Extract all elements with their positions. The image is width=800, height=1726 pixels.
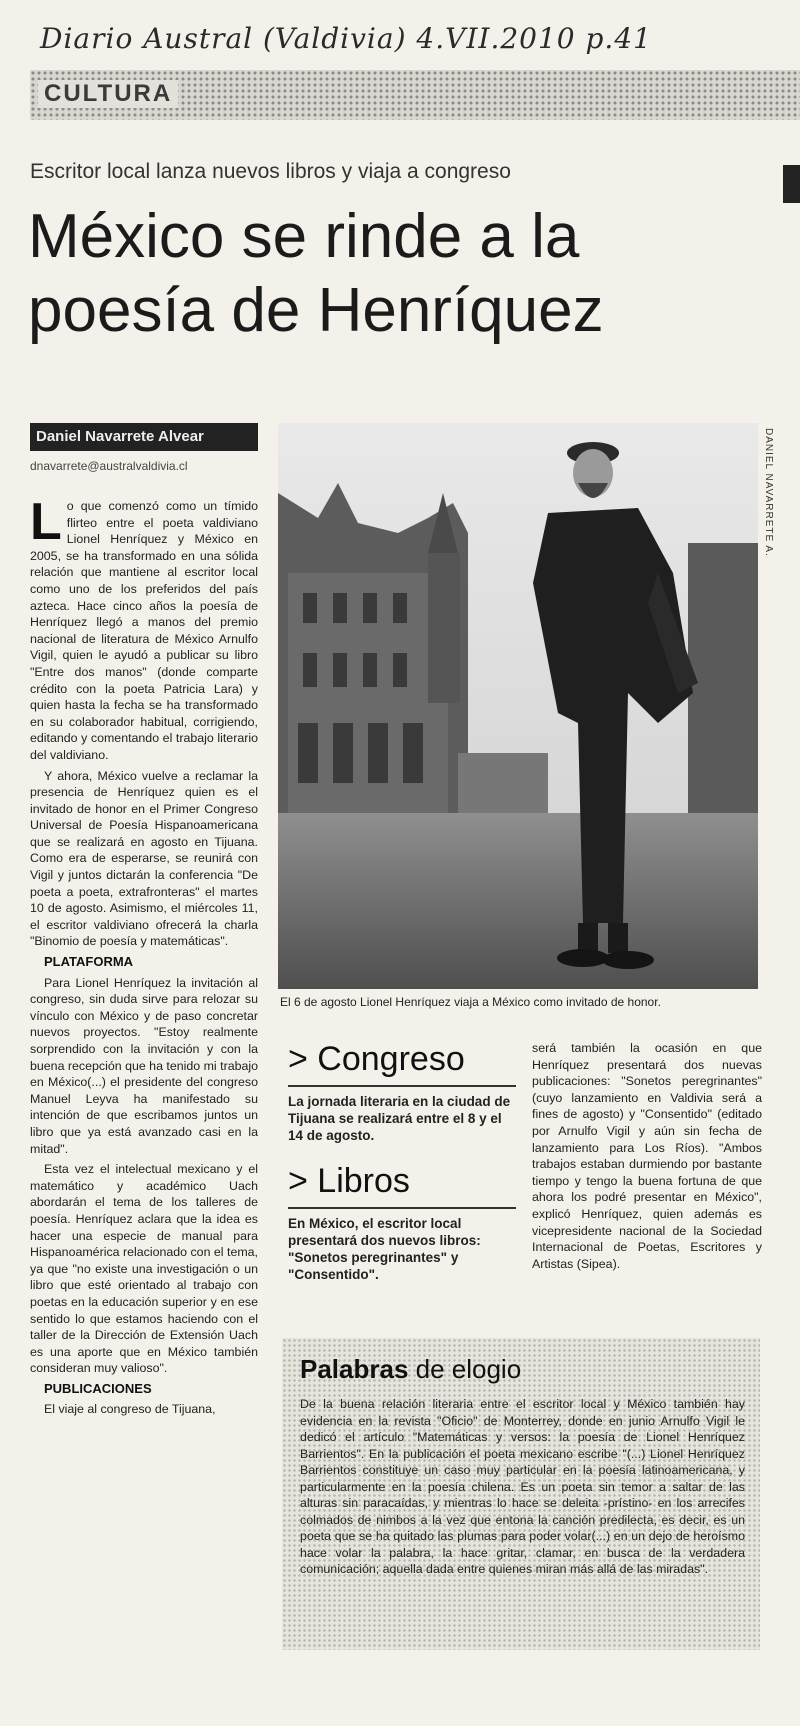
paragraph: Y ahora, México vuelve a reclamar la presencia de Henríquez quien es el invitado de honor en el Primer Congreso Universal de Poesía Hispanoamericana que se realizará en agosto en Tijuana. Como era de esperarse, se reunirá con Vigil y juntos dictarán la conferencia "De poeta a poeta, extrafronteras" el martes 10 de agosto. Asimismo, el miércoles 11, el escritor valdiviano ofrecerá la charla "Binomio de poesía y matemáticas". — [30, 768, 258, 949]
edge-marker — [783, 165, 800, 203]
handwritten-source-note: Diario Austral (Valdivia) 4.VII.2010 p.41 — [40, 22, 652, 55]
paragraph: Esta vez el intelectual mexicano y el matemático y académico Uach abordarán el tema de los talleres de poesía. Henríquez aclara que la idea es hacer una especie de manual para Hispanoamérica relacionado con el tema, ya que "no existe una investigación o un libro que esté orientado al trabajo con poetas en la educación superior y en ese sentido lo que estamos haciendo con el taller de la Dirección de Extensión Uach es una aporte que en México también consideran muy valioso". — [30, 1162, 258, 1376]
section-label: CULTURA — [38, 80, 178, 108]
article-column-1 — [30, 493, 259, 1422]
article-photo — [278, 423, 758, 989]
subhead-publicaciones: PUBLICACIONES — [44, 1380, 152, 1396]
author-email: dnavarrete@australvaldivia.cl — [30, 459, 188, 473]
article-column-3 — [532, 1040, 762, 1276]
subhead-plataforma: PLATAFORMA — [44, 954, 134, 970]
paragraph: Para Lionel Henríquez la invitación al congreso, sin duda sirve para relozar su vínculo con México y de paso concretar nuevos proyectos. "Estoy realmente sorprendido con la invitación y con la buena recepción que ha tenido mi trabajo en México(...) el presidente del congreso Manuel Leyva ha manifestado su intención de que escribamos juntos un libro que ya está avanzado casi en la mitad". — [30, 975, 259, 1156]
sidebox-congreso — [288, 1040, 516, 1144]
sidebox-title: > Libros — [288, 1162, 410, 1200]
photo-credit: DANIEL NAVARRETE A. — [763, 428, 774, 557]
headline: México se rinde a la poesía de Henríquez — [28, 202, 604, 345]
divider — [288, 1207, 516, 1209]
paragraph: será también la ocasión en que Henríquez presentará dos nuevas publicaciones: "Sonetos peregrinantes" (cuyo lanzamiento en Valdivia será a fines de agosto) y "Consentido" (editado por Arnulfo Vigil y aún sin fecha de lanzamiento para Los Ríos). "Ambos trabajos estaban durmiendo por bastante tiempo y tengo la buena fortuna de que ahora los podré presentar en México", explicó Henríquez, quien además es vicepresidente nacional de la Sociedad Internacional de Poetas, Escritores y Artistas (Sipea). — [532, 1041, 762, 1271]
sidebox-text: En México, el escritor local presentará dos nuevos libros: "Sonetos peregrinantes" y "Consentido". — [288, 1216, 481, 1282]
sidebox-libros — [288, 1162, 516, 1283]
drop-cap: L — [30, 493, 62, 551]
byline: Daniel Navarrete Alvear — [30, 423, 258, 451]
photo-illustration — [278, 423, 758, 989]
paragraph: Lo que comenzó como un tímido flirteo entre el poeta valdiviano Lionel Henríquez y México en 2005, se ha transformado en una sólida relación que mantiene al escritor local como uno de los preferidos del país azteca. Hace cinco años la poesía de Henríquez llegó a manos del premio nacional de literatura de México Arnulfo Vigil, quien le ayudó a publicar su libro "Entre dos manos" (donde comparte crédito con la poeta Patricia Lara) y quien hasta la fecha se ha transformado en su colaborador habitual, corrigiendo, editando y comentando el trabajo literario del valdiviano. — [30, 493, 258, 762]
paragraph: El viaje al congreso de Tijuana, — [44, 1402, 216, 1417]
sidebox-title: > Congreso — [288, 1040, 465, 1078]
quote-box-text: De la buena relación literaria entre el escritor local y México también hay evidencia en la revista "Oficio" de Monterrey, donde en junio Arnulfo Vigil le dedicó el artículo "Matemáticas y versos: la poesía de Lionel Henríquez Barrientos". En la publicación el poeta mexicano escribe "(...) Lionel Henríquez Barrientos constituye un caso muy particular en la poesía latinoamericana, y particularmente en la poesía chilena. Es un poeta sin temor a saltar de las alturas sin paracaídas, y mientras lo hace se deleita -prístino- en los arrecifes colmados de nimbos a la vez que entona la canción predilecta, es decir, es un poeta que se ha quitado las plumas para poder volar(...) en un dejo de heroísmo hace volar la palabra, la hace gritar, clamar, en busca de la verdadera comunicación; aquella dada entre quienes miran más allá de las miradas". — [300, 1397, 745, 1576]
kicker: Escritor local lanza nuevos libros y viaja a congreso — [30, 160, 511, 183]
divider — [288, 1085, 516, 1087]
sidebox-text: La jornada literaria en la ciudad de Tijuana se realizará entre el 8 y el 14 de agosto. — [288, 1094, 511, 1143]
photo-caption: El 6 de agosto Lionel Henríquez viaja a México como invitado de honor. — [280, 995, 661, 1009]
quote-box-title: Palabras de elogio — [300, 1354, 522, 1384]
